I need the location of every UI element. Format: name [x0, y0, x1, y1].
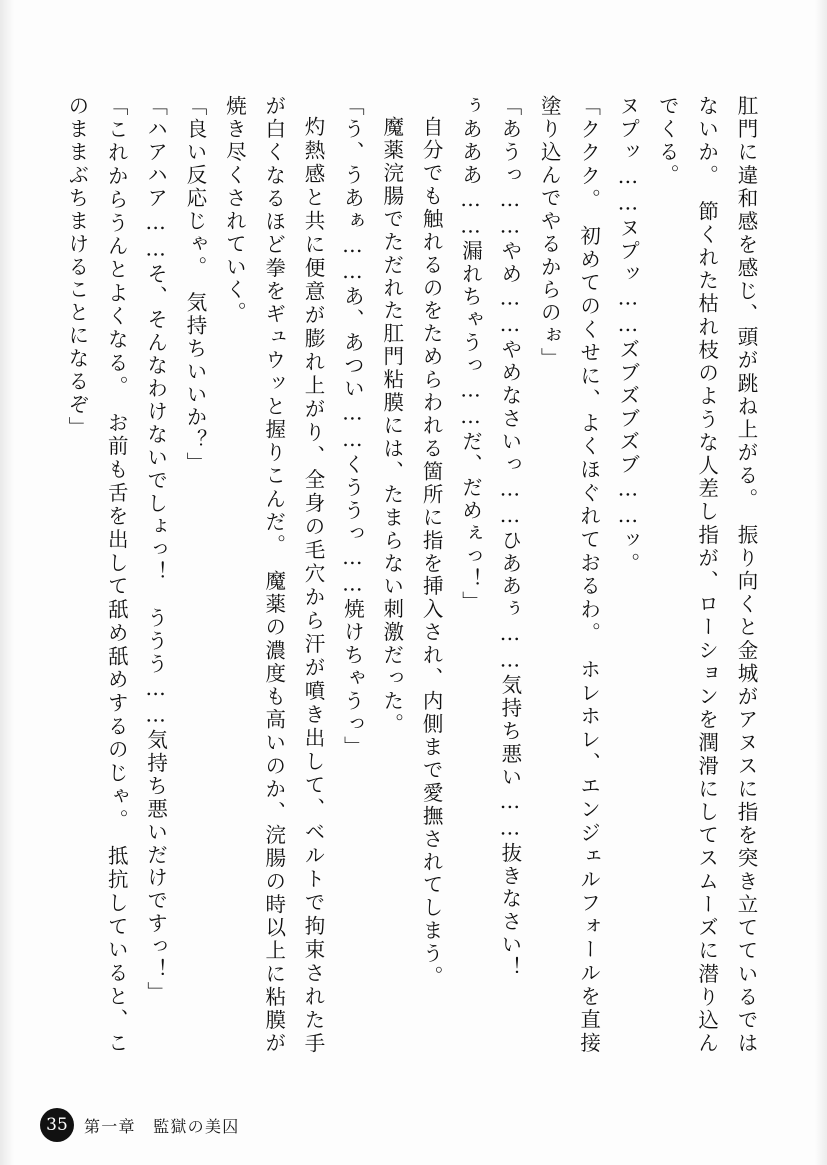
paragraph: 肛門に違和感を感じ、頭が跳ね上がる。 振り向くと金城がアヌスに指を突き立てているではないか。 節くれた枯れ枝のような人差し指が、ローションを潤滑にしてスムーズに潜り込んでくる。 [655, 95, 758, 1055]
paragraph: 「これからうんとよくなる。 お前も舌を出して舐め舐めするのじゃ。 抵抗していると、このままぶちまけることになるぞ」 [64, 95, 129, 1055]
paragraph: 灼熱感と共に便意が膨れ上がり、全身の毛穴から汗が噴き出して、ベルトで拘束された手が白くなるほど拳をギュウッと握りこんだ。 魔薬の濃度も高いのか、浣腸の時以上に粘膜が焼き尽くされていく。 [222, 95, 326, 1055]
paragraph: 自分でも触れるのをためらわれる箇所に指を挿入され、内側まで愛撫されてしまう。 [419, 115, 444, 988]
chapter-running-head: 第一章 監獄の美囚 [84, 1116, 240, 1136]
page-number: 35 [40, 1108, 74, 1142]
paragraph: ぅあああ……漏れちゃうっ……だ、だめぇっ！」 [458, 95, 483, 615]
paragraph: ヌプッ……ヌプッ……ズブズブズブ……ッ。 [615, 95, 640, 576]
paragraph: 魔薬浣腸でただれた肛門粘膜には、たまらない刺激だった。 [379, 115, 404, 736]
paragraph: 「あうっ……やめ……やめなさいっ……ひああぅ……気持ち悪い……抜きなさい！ [497, 95, 522, 980]
paragraph: 「良い反応じゃ。 気持ちいいか？」 [182, 95, 207, 476]
paragraph: 「う、うあぁ……あ、あつい……くううっ……焼けちゃうっ」 [340, 95, 365, 759]
paragraph: 「ハアハア……そ、そんなわけないでしょっ！ ううう……気持ち悪いだけですっ！」 [143, 95, 168, 1005]
page-body-text [62, 95, 765, 1055]
paragraph: 「ククク。 初めてのくせに、よくほぐれておるわ。 ホレホレ、エンジェルフォールを直接塗り込んでやるからのぉ」 [537, 95, 601, 1055]
page-footer [40, 1105, 240, 1145]
